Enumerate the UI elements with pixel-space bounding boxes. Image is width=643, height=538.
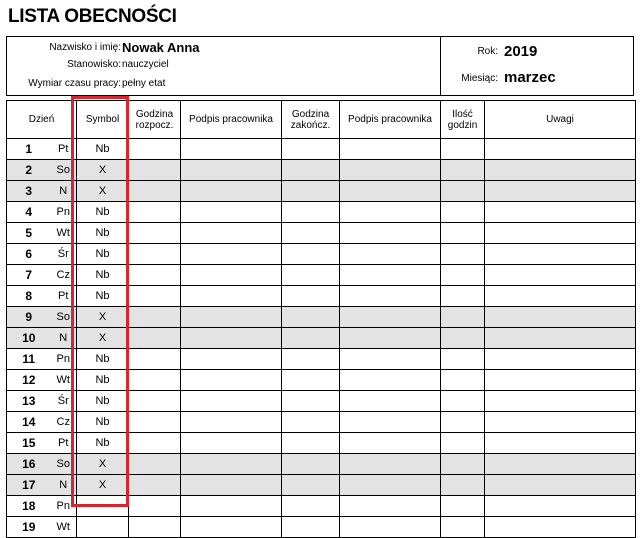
name-label: Nazwisko i imię: [49,42,121,53]
month-label: Miesiąc: [461,73,498,84]
day-number: 14 [7,412,51,433]
start-time-cell[interactable] [129,349,181,370]
header-day: Dzień [7,101,77,139]
end-time-cell[interactable] [282,349,340,370]
symbol-cell: X [77,475,129,496]
year-label: Rok: [477,46,498,57]
signature-cell[interactable] [340,160,441,181]
day-number: 15 [7,433,51,454]
hours-cell[interactable] [441,244,485,265]
table-row [7,496,636,517]
symbol-cell: Nb [77,139,129,160]
end-time-cell[interactable] [282,496,340,517]
table-row [7,433,636,454]
day-of-week: Pn [51,349,77,370]
end-time-cell[interactable] [282,475,340,496]
notes-cell[interactable] [485,349,636,370]
end-time-cell[interactable] [282,223,340,244]
day-of-week: Cz [51,265,77,286]
signature-cell[interactable] [340,475,441,496]
table-row [7,160,636,181]
signature-cell[interactable] [181,223,282,244]
symbol-cell: X [77,328,129,349]
start-time-cell[interactable] [129,202,181,223]
day-number: 17 [7,475,51,496]
start-time-cell[interactable] [129,181,181,202]
name-value: Nowak Anna [122,40,200,55]
signature-cell[interactable] [340,517,441,538]
day-of-week: Śr [51,391,77,412]
table-row [7,328,636,349]
signature-cell[interactable] [181,181,282,202]
notes-cell[interactable] [485,433,636,454]
day-number: 18 [7,496,51,517]
notes-cell[interactable] [485,496,636,517]
end-time-cell[interactable] [282,286,340,307]
signature-cell[interactable] [340,202,441,223]
signature-cell[interactable] [340,223,441,244]
attendance-table [6,100,636,538]
end-time-cell[interactable] [282,433,340,454]
signature-cell[interactable] [340,286,441,307]
signature-cell[interactable] [181,412,282,433]
month-value: marzec [504,69,556,86]
notes-cell[interactable] [485,307,636,328]
start-time-cell[interactable] [129,370,181,391]
header-start-time: Godzina rozpocz. [129,101,181,139]
notes-cell[interactable] [485,202,636,223]
day-number: 9 [7,307,51,328]
hours-cell[interactable] [441,433,485,454]
symbol-cell: Nb [77,349,129,370]
worktime-label: Wymiar czasu pracy: [28,78,121,89]
table-row [7,244,636,265]
table-row [7,370,636,391]
end-time-cell[interactable] [282,391,340,412]
info-divider [440,37,441,95]
symbol-cell: Nb [77,223,129,244]
signature-cell[interactable] [181,517,282,538]
day-of-week: Pn [51,202,77,223]
signature-cell[interactable] [181,328,282,349]
table-row [7,517,636,538]
notes-cell[interactable] [485,181,636,202]
end-time-cell[interactable] [282,517,340,538]
signature-cell[interactable] [340,139,441,160]
hours-cell[interactable] [441,307,485,328]
day-of-week: Pt [51,433,77,454]
symbol-cell: Nb [77,244,129,265]
attendance-rows [7,139,636,538]
end-time-cell[interactable] [282,160,340,181]
signature-cell[interactable] [340,244,441,265]
notes-cell[interactable] [485,370,636,391]
position-label: Stanowisko: [67,59,121,70]
table-row [7,139,636,160]
table-row [7,412,636,433]
signature-cell[interactable] [181,496,282,517]
start-time-cell[interactable] [129,433,181,454]
table-row [7,454,636,475]
signature-cell[interactable] [340,307,441,328]
symbol-cell [77,496,129,517]
notes-cell[interactable] [485,139,636,160]
notes-cell[interactable] [485,517,636,538]
start-time-cell[interactable] [129,454,181,475]
signature-cell[interactable] [181,433,282,454]
end-time-cell[interactable] [282,412,340,433]
end-time-cell[interactable] [282,370,340,391]
start-time-cell[interactable] [129,160,181,181]
signature-cell[interactable] [181,454,282,475]
start-time-cell[interactable] [129,286,181,307]
day-number: 16 [7,454,51,475]
signature-cell[interactable] [340,328,441,349]
day-of-week: Pt [51,139,77,160]
day-number: 4 [7,202,51,223]
hours-cell[interactable] [441,475,485,496]
signature-cell[interactable] [181,349,282,370]
symbol-cell: X [77,160,129,181]
symbol-cell: Nb [77,391,129,412]
signature-cell[interactable] [181,202,282,223]
day-number: 2 [7,160,51,181]
employee-info-box [6,36,634,96]
day-number: 3 [7,181,51,202]
start-time-cell[interactable] [129,412,181,433]
signature-cell[interactable] [181,139,282,160]
signature-cell[interactable] [340,454,441,475]
table-row [7,265,636,286]
header-signature-2: Podpis pracownika [340,101,441,139]
hours-cell[interactable] [441,391,485,412]
notes-cell[interactable] [485,412,636,433]
header-hours: Ilość godzin [441,101,485,139]
signature-cell[interactable] [181,475,282,496]
table-row [7,286,636,307]
header-signature-1: Podpis pracownika [181,101,282,139]
signature-cell[interactable] [181,286,282,307]
day-of-week: So [51,307,77,328]
day-of-week: N [51,328,77,349]
header-end-time: Godzina zakończ. [282,101,340,139]
day-number: 12 [7,370,51,391]
hours-cell[interactable] [441,496,485,517]
hours-cell[interactable] [441,265,485,286]
notes-cell[interactable] [485,328,636,349]
hours-cell[interactable] [441,517,485,538]
start-time-cell[interactable] [129,223,181,244]
position-value: nauczyciel [122,59,169,70]
symbol-cell: Nb [77,433,129,454]
end-time-cell[interactable] [282,454,340,475]
end-time-cell[interactable] [282,244,340,265]
signature-cell[interactable] [181,160,282,181]
start-time-cell[interactable] [129,517,181,538]
hours-cell[interactable] [441,160,485,181]
symbol-cell: Nb [77,286,129,307]
table-row [7,391,636,412]
signature-cell[interactable] [181,244,282,265]
signature-cell[interactable] [340,370,441,391]
signature-cell[interactable] [340,181,441,202]
notes-cell[interactable] [485,244,636,265]
start-time-cell[interactable] [129,307,181,328]
hours-cell[interactable] [441,349,485,370]
hours-cell[interactable] [441,223,485,244]
symbol-cell: X [77,454,129,475]
hours-cell[interactable] [441,454,485,475]
start-time-cell[interactable] [129,139,181,160]
signature-cell[interactable] [340,391,441,412]
notes-cell[interactable] [485,223,636,244]
table-row [7,181,636,202]
symbol-cell: Nb [77,202,129,223]
notes-cell[interactable] [485,454,636,475]
signature-cell[interactable] [181,370,282,391]
day-of-week: Wt [51,370,77,391]
day-number: 5 [7,223,51,244]
hours-cell[interactable] [441,412,485,433]
day-number: 6 [7,244,51,265]
day-number: 19 [7,517,51,538]
notes-cell[interactable] [485,475,636,496]
day-of-week: Pn [51,496,77,517]
start-time-cell[interactable] [129,391,181,412]
end-time-cell[interactable] [282,328,340,349]
table-row [7,349,636,370]
signature-cell[interactable] [340,496,441,517]
start-time-cell[interactable] [129,475,181,496]
table-header-row [7,101,636,139]
day-of-week: So [51,160,77,181]
hours-cell[interactable] [441,181,485,202]
signature-cell[interactable] [181,391,282,412]
signature-cell[interactable] [340,433,441,454]
end-time-cell[interactable] [282,139,340,160]
day-number: 8 [7,286,51,307]
day-of-week: Cz [51,412,77,433]
day-of-week: Śr [51,244,77,265]
end-time-cell[interactable] [282,307,340,328]
start-time-cell[interactable] [129,328,181,349]
day-of-week: N [51,475,77,496]
hours-cell[interactable] [441,202,485,223]
end-time-cell[interactable] [282,181,340,202]
notes-cell[interactable] [485,286,636,307]
worktime-value: pełny etat [122,78,166,89]
notes-cell[interactable] [485,391,636,412]
hours-cell[interactable] [441,370,485,391]
symbol-cell: Nb [77,412,129,433]
table-row [7,475,636,496]
hours-cell[interactable] [441,328,485,349]
signature-cell[interactable] [340,412,441,433]
start-time-cell[interactable] [129,265,181,286]
hours-cell[interactable] [441,139,485,160]
day-of-week: Wt [51,517,77,538]
day-of-week: N [51,181,77,202]
table-row [7,307,636,328]
day-of-week: So [51,454,77,475]
notes-cell[interactable] [485,160,636,181]
header-notes: Uwagi [485,101,636,139]
page-title: LISTA OBECNOŚCI [8,6,177,27]
hours-cell[interactable] [441,286,485,307]
start-time-cell[interactable] [129,496,181,517]
day-number: 7 [7,265,51,286]
end-time-cell[interactable] [282,265,340,286]
day-of-week: Wt [51,223,77,244]
end-time-cell[interactable] [282,202,340,223]
day-number: 10 [7,328,51,349]
symbol-cell: X [77,181,129,202]
symbol-cell: Nb [77,265,129,286]
signature-cell[interactable] [181,265,282,286]
day-of-week: Pt [51,286,77,307]
day-number: 1 [7,139,51,160]
symbol-cell: X [77,307,129,328]
table-row [7,202,636,223]
start-time-cell[interactable] [129,244,181,265]
signature-cell[interactable] [181,307,282,328]
signature-cell[interactable] [340,349,441,370]
symbol-cell [77,517,129,538]
symbol-cell: Nb [77,370,129,391]
header-symbol: Symbol [77,101,129,139]
day-number: 13 [7,391,51,412]
year-value: 2019 [504,43,538,60]
day-number: 11 [7,349,51,370]
signature-cell[interactable] [340,265,441,286]
table-row [7,223,636,244]
notes-cell[interactable] [485,265,636,286]
